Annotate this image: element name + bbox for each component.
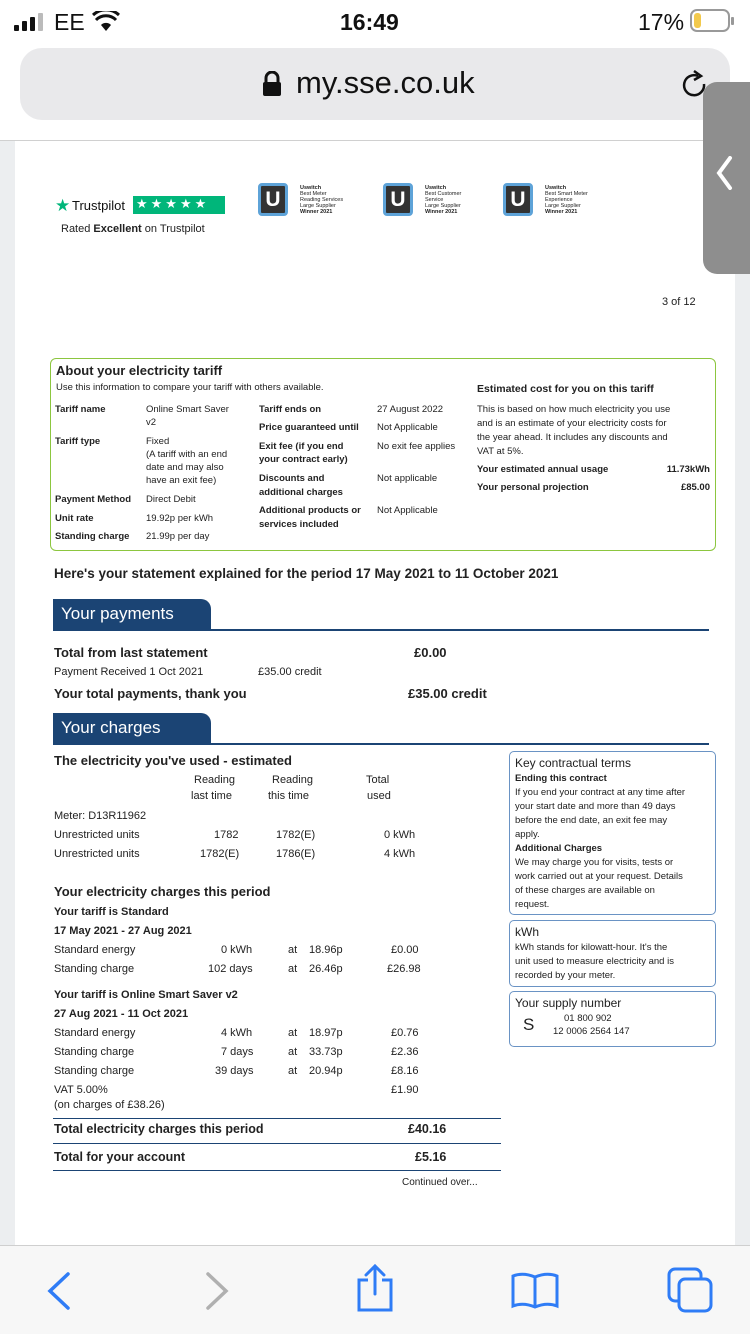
usage-title: The electricity you've used - estimated [54,753,292,768]
status-bar [0,0,750,44]
total-account-label: Total for your account [54,1150,186,1164]
page-number: 3 of 12 [662,296,696,308]
tab-your-charges: Your charges [53,713,211,744]
total-payments-label: Your total payments, thank you [54,686,247,701]
ratings-card [15,141,735,271]
clock: 16:49 [340,9,399,35]
tariff-subtitle: Use this information to compare your tariff with others available. [56,382,324,393]
uswitch-logo-icon: U [383,183,413,216]
browser-toolbar [0,1245,750,1334]
tariff-title: About your electricity tariff [56,363,223,378]
lock-icon [262,71,282,97]
share-icon[interactable] [355,1264,395,1312]
total-account-value: £5.16 [415,1150,447,1164]
chevron-left-icon [715,156,733,190]
forward-icon[interactable] [202,1271,232,1311]
totals-divider-bottom [53,1170,501,1171]
bookmarks-icon[interactable] [510,1270,560,1310]
carrier-label: EE [54,9,85,35]
signal-icon [14,12,50,32]
award-badge: U Uswitch Best Smart Meter Experience Large Supplier Winner 2021 [503,183,633,223]
side-panel-tab[interactable] [703,82,750,274]
payments-divider [53,629,709,631]
supply-number-box: Your supply number S 01 800 902 12 0006 2564 147 [509,991,716,1047]
trustpilot-star-icon: ★ [55,196,71,215]
payment-received-value: £35.00 credit [258,666,322,678]
statement-heading: Here's your statement explained for the period 17 May 2021 to 11 October 2021 [54,566,559,581]
total-payments-value: £35.00 credit [408,686,487,701]
trustpilot-label: Trustpilot [72,198,125,213]
total-last-value: £0.00 [414,645,447,660]
supply-s-label: S [523,1015,535,1034]
rated-text: Rated Excellent on Trustpilot [61,223,205,235]
battery-percent: 17% [638,9,685,35]
url-text: my.sse.co.uk [296,65,475,100]
trustpilot-stars: ★★★★★ [133,196,225,214]
total-period-value: £40.16 [408,1122,447,1136]
totals-divider-mid [53,1143,501,1144]
charges-title: Your electricity charges this period [54,884,271,899]
award-badge: U Uswitch Best Customer Service Large Supplier Winner 2021 [383,183,513,223]
tabs-icon[interactable] [666,1266,716,1316]
total-last-label: Total from last statement [54,645,208,660]
charges-divider [53,743,709,745]
tab-your-payments: Your payments [53,599,211,630]
total-period-label: Total electricity charges this period [54,1122,264,1136]
meter-id: Meter: D13R11962 [54,810,147,822]
uswitch-logo-icon: U [503,183,533,216]
continued-note: Continued over... [402,1177,478,1188]
back-icon[interactable] [44,1271,74,1311]
battery-icon [690,8,736,34]
kwh-box: kWh kWh stands for kilowatt-hour. It's the unit used to measure electricity and is recorded by your meter. [509,920,716,987]
totals-divider-top [53,1118,501,1119]
key-terms-box: Key contractual terms Ending this contract If you end your contract at any time after your start date and more than 49 days before the end date, an exit fee may apply. Additional Charges We may charge you for visits, tests or work carried out at your request. Details of these charges are available on request. [509,751,716,915]
address-bar[interactable] [20,48,730,120]
wifi-icon [92,11,120,33]
award-badge: U Uswitch Best Meter Reading Services Large Supplier Winner 2021 [258,183,388,223]
payment-received-label: Payment Received 1 Oct 2021 [54,666,204,678]
uswitch-logo-icon: U [258,183,288,216]
screen: EE 16:49 17% my.sse.co.uk ★ Trustpilot ★★★★★ Rated Excellent on Trustpilot U Uswitch Best Meter Reading Services Large Supplier Winner 2021 U Uswitch Best Customer Service Large Supplier Winner 2021 U Uswitch Best Smart Meter Experience Large Supplier Winner 2021 3 of 12 About your electricity tariff Use this information to compare your tariff with others available. Tariff name Tariff type Payment Method Unit rate Standing charge Online Smart Saver v2 Fixed (A tariff with an end date and may also have an exit fee) Direct Debit 19.92p per kWh 21.99p per day Tariff ends on Price guaranteed until Exit fee (if you end your contract early) Discounts and additional charges Additional products or services included 27 August 2022 Not Applicable No exit fee applies Not applicable Not Applicable Estimated cost for you on this tariff This is based on how much electricity you use and is an estimate of your electricity costs for the year ahead. It includes any discounts and VAT at 5%. Your estimated annual usage 11.73kWh Your personal projection £85.00 Here's your statement explained for the period 17 May 2021 to 11 October 2021 Your payments Total from last statement £0.00 Payment Received 1 Oct 2021 £35.00 credit Your total payments, thank you £35.00 credit Your charges The electricity you've used - estimated Reading last time Reading this time Total used Meter: D13R11962 Unrestricted units 1782 1782(E) 0 kWh Unrestricted units 1782(E) 1786(E) 4 kWh Your electricity charges this period Your tariff is Standard 17 May 2021 - 27 Aug 2021 Standard energy 0 kWh at 18.96p £0.00 Standing charge 102 days at 26.46p £26.98 Your tariff is Online Smart Saver v2 27 Aug 2021 - 11 Oct 2021 Standard energy 4 kWh at 18.97p £0.76 Standing charge 7 days at 33.73p £2.36 Standing charge 39 days at 20.94p £8.16 VAT 5.00% £1.90 (on charges of £38.26) Total electricity charges this period £40.16 Total for your account £5.16 Continued over... Key contractual terms Ending this contract If you end your contract at any time after your start date and more than 49 days before the end date, an exit fee may apply. Additional Charges We may charge you for visits, tests or work carried out at your request. Details of these charges are available on request. kWh kWh stands for kilowatt-hour. It's the unit used to measure electricity and is recorded by your meter. Your supply number S 01 800 902 12 0006 2564 147 [0,0,750,1334]
